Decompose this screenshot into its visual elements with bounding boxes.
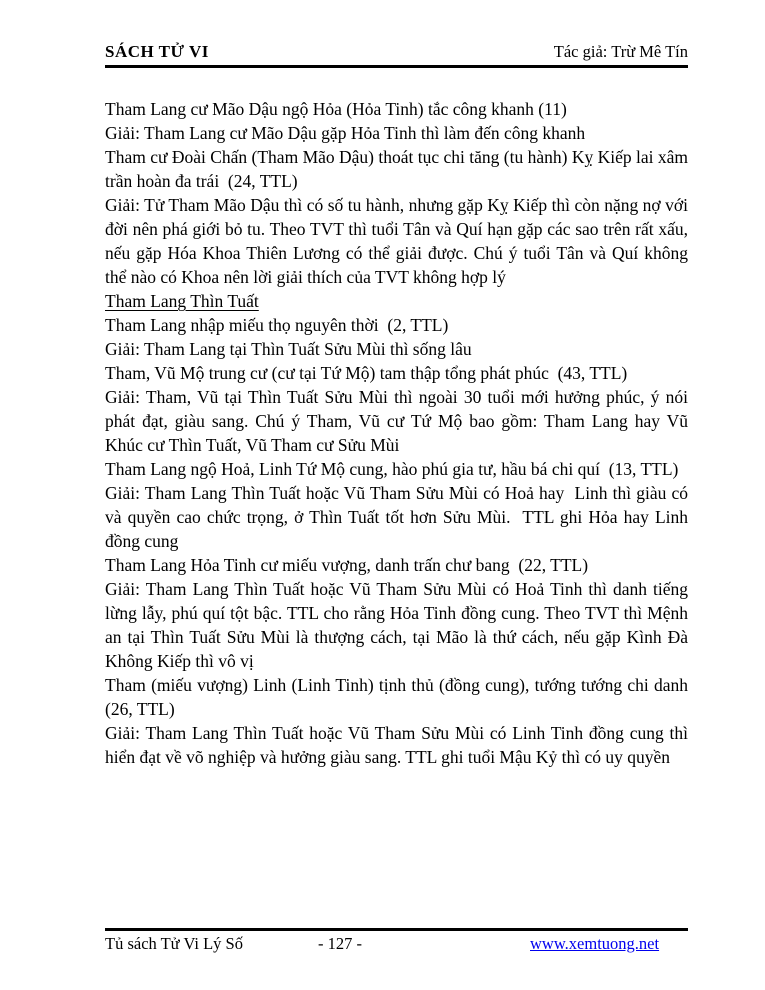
page-header <box>105 42 688 62</box>
author-credit: Tác giả: Trừ Mê Tín <box>553 42 688 61</box>
page-footer <box>105 934 688 958</box>
footer-divider <box>105 928 688 931</box>
header-divider <box>105 65 688 68</box>
explanation-paragraph: Giải: Tham Lang Thìn Tuất hoặc Vũ Tham Sửu Mùi có Hoả hay Linh thì giàu có và quyền cao chức trọng, ở Thìn Tuất tốt hơn Sửu Mùi. TTL ghi Hỏa hay Linh đồng cung <box>105 483 688 551</box>
series-title: Tủ sách Tử Vi Lý Số <box>105 934 243 953</box>
section-heading: Tham Lang Thìn Tuất <box>105 291 259 311</box>
page-content <box>105 97 688 769</box>
explanation-paragraph: Giải: Tham Lang tại Thìn Tuất Sửu Mùi thì sống lâu <box>105 339 472 359</box>
explanation-paragraph: Giải: Tham Lang Thìn Tuất hoặc Vũ Tham Sửu Mùi có Hoả Tinh thì danh tiếng lừng lẫy, phú quí tột bậc. TTL cho rằng Hỏa Tinh đồng cung. Theo TVT thì Mệnh an tại Thìn Tuất Sửu Mùi là thượng cách, tại Mão là thứ cách, nếu gặp Kình Đà Không Kiếp thì vô vị <box>105 579 688 671</box>
explanation-paragraph: Giải: Tham, Vũ tại Thìn Tuất Sửu Mùi thì ngoài 30 tuổi mới hưởng phúc, ý nói phát đạt, giàu sang. Chú ý Tham, Vũ cư Tứ Mộ bao gồm: Tham Lang hay Vũ Khúc cư Thìn Tuất, Vũ Tham cư Sửu Mùi <box>105 387 688 455</box>
statement-paragraph: Tham, Vũ Mộ trung cư (cư tại Tứ Mộ) tam thập tổng phát phúc (43, TTL) <box>105 363 628 383</box>
statement-paragraph: Tham Lang Hỏa Tinh cư miếu vượng, danh trấn chư bang (22, TTL) <box>105 555 589 575</box>
statement-paragraph: Tham Lang nhập miếu thọ nguyên thời (2, TTL) <box>105 315 449 335</box>
explanation-paragraph: Giải: Tham Lang cư Mão Dậu gặp Hỏa Tinh thì làm đến công khanh <box>105 123 586 143</box>
statement-paragraph: Tham (miếu vượng) Linh (Linh Tinh) tịnh thủ (đồng cung), tướng tướng chi danh (26, TTL) <box>105 675 688 719</box>
page-number: - 127 - <box>318 934 362 953</box>
explanation-paragraph: Giải: Tử Tham Mão Dậu thì có số tu hành, nhưng gặp Kỵ Kiếp thì còn nặng nợ với đời nên phá giới bỏ tu. Theo TVT thì tuổi Tân và Quí hạn gặp các sao trên rất xấu, nếu gặp Hóa Khoa Thiên Lương có thể giải được. Chú ý tuổi Tân và Quí không thể nào có Khoa nên lời giải thích của TVT không hợp lý <box>105 195 688 287</box>
statement-paragraph: Tham Lang cư Mão Dậu ngộ Hỏa (Hỏa Tinh) tắc công khanh (11) <box>105 99 567 119</box>
explanation-paragraph: Giải: Tham Lang Thìn Tuất hoặc Vũ Tham Sửu Mùi có Linh Tinh đồng cung thì hiển đạt về võ nghiệp và hưởng giàu sang. TTL ghi tuổi Mậu Kỷ thì có uy quyền <box>105 723 688 767</box>
statement-paragraph: Tham Lang ngộ Hoả, Linh Tứ Mộ cung, hào phú gia tư, hầu bá chi quí (13, TTL) <box>105 459 679 479</box>
statement-paragraph: Tham cư Đoài Chấn (Tham Mão Dậu) thoát tục chi tăng (tu hành) Kỵ Kiếp lai xâm trần hoàn đa trái (24, TTL) <box>105 147 688 191</box>
book-title: SÁCH TỬ VI <box>105 42 209 61</box>
website-link[interactable]: www.xemtuong.net <box>530 934 660 953</box>
